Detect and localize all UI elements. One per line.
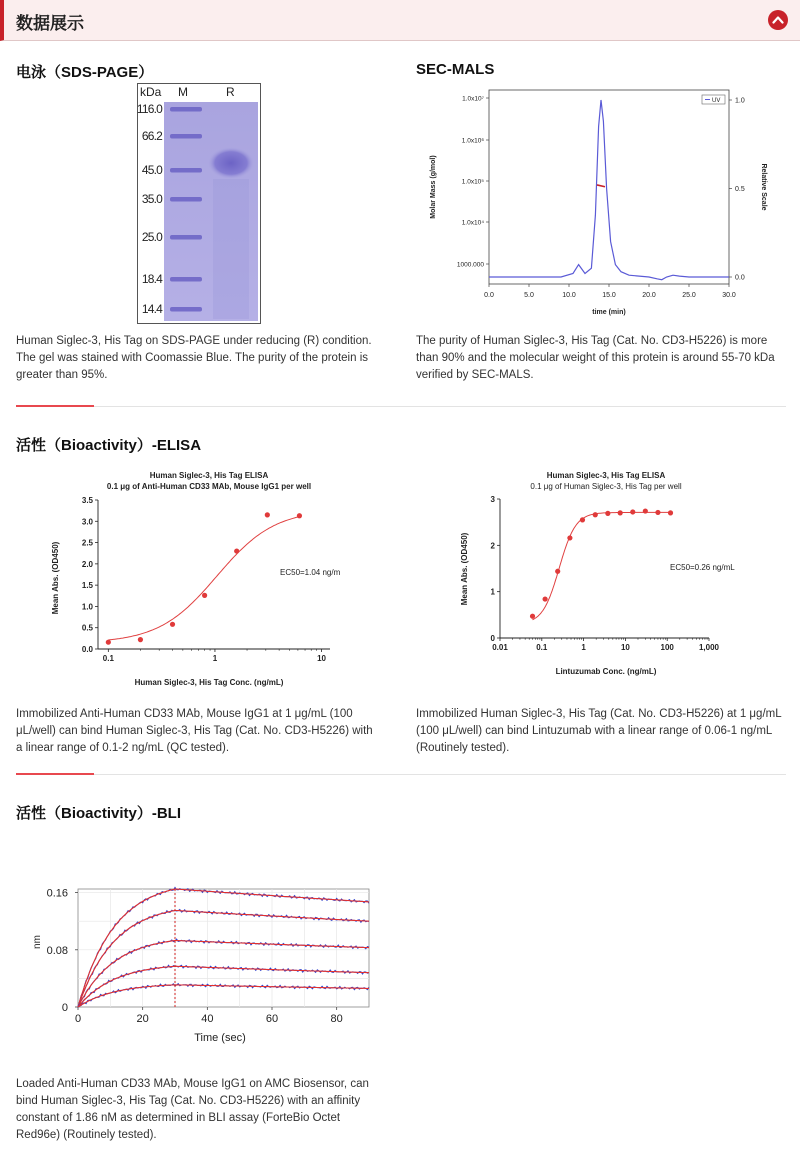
mals-y-tick: 1.0x10⁷ [462,95,484,103]
gel-unit-label: kDa [140,85,162,99]
elisa-data-point [593,512,598,517]
mals-y2-tick: 1.0 [735,97,745,105]
legend-label: UV [712,98,721,104]
elisa-caption-1: Immobilized Anti-Human CD33 MAb, Mouse IgG1 at 1 μg/mL (100 μL/well) can bind Human Siglec-3, His Tag (Cat. No. CD3-H5226) with a linear range of 0.1-2 ng/mL (QC tested). [16,708,373,754]
gel-ladder-band [170,197,202,202]
bli-caption: Loaded Anti-Human CD33 MAb, Mouse IgG1 on AMC Biosensor, can bind Human Siglec-3, His Tag (Cat. No. CD3-H5226) with an affinity constant of 1.86 nM as determined in BLI assay (ForteBio Octet Red96e) (Routinely tested). [16,1078,369,1141]
elisa-chart-2-svg [455,466,755,682]
elisa-data-point [580,517,585,522]
elisa-x-tick: 0.01 [492,643,508,652]
elisa-data-point [567,535,572,540]
bli-x-tick: 40 [201,1013,214,1025]
bli-y-tick: 0.08 [46,944,68,957]
elisa-chart-1 [40,466,340,692]
elisa-data-point [543,596,548,601]
elisa-y-tick: 1.0 [81,602,93,612]
chevron-up-icon [772,15,784,25]
mals-y-tick: 1000.000 [456,261,484,269]
gel-marker-label: 25.0 [141,230,162,244]
mals-title: SEC-MALS [416,61,495,78]
bli-x-tick: 0 [74,1013,82,1025]
elisa-title: 活性（Bioactivity）-ELISA [16,437,202,454]
elisa-data-point [202,593,207,598]
elisa-x-tick: 1 [212,654,218,663]
elisa2-ec50: EC50=0.26 ng/mL [670,563,735,572]
bli-chart [24,878,376,1048]
elisa-data-point [170,622,175,627]
divider [16,774,786,775]
elisa-caption-2: Immobilized Human Siglec-3, His Tag (Cat. No. CD3-H5226) at 1 μg/mL (100 μL/well) can bind Lintuzumab with a linear range of 0.06-1 ng/mL (Routinely tested). [416,708,782,754]
bli-xlabel: Time (sec) [194,1032,246,1044]
mals-x-tick: 5.0 [524,292,534,299]
elisa1-subtitle: 0.1 μg of Anti-Human CD33 MAb, Mouse IgG1 per well [106,482,312,491]
elisa-data-point [555,569,560,574]
elisa-y-tick: 0.0 [81,645,93,654]
elisa-data-point [668,510,673,515]
gel-marker-label: 14.4 [141,302,162,316]
elisa1-title: Human Siglec-3, His Tag ELISA [149,471,269,480]
gel-marker-label: 35.0 [141,192,162,206]
mals-ylabel: Molar Mass (g/mol) [430,155,437,219]
elisa-data-point [618,510,623,515]
gel-ladder-band [170,107,202,112]
bli-y-tick: 0.16 [46,887,68,900]
gel-marker-label: 45.0 [141,163,162,177]
bli-x-tick: 20 [136,1013,149,1025]
gel-ladder-band [170,235,202,240]
elisa-y-tick: 2.0 [81,559,93,569]
sds-caption: Human Siglec-3, His Tag on SDS-PAGE under reducing (R) condition. The gel was stained with Coomassie Blue. The purity of the protein is greater than 95%. [16,335,372,381]
elisa-x-tick: 0.1 [102,654,114,663]
elisa-data-point [530,614,535,619]
gel-lane-r: R [226,85,235,99]
mals-y-tick: 1.0x10⁴ [461,219,484,227]
elisa-y-tick: 3 [490,495,495,504]
mals-y2label: Relative Scale [760,163,767,211]
gel-marker-label: 18.4 [141,272,162,286]
elisa-y-tick: 2 [490,541,495,551]
mals-caption: The purity of Human Siglec-3, His Tag (Cat. No. CD3-H5226) is more than 90% and the molecular weight of this protein is around 55-70 kDa verified by SEC-MALS. [416,335,775,381]
elisa-data-point [655,510,660,515]
elisa-data-point [234,548,239,553]
elisa-data-point [643,508,648,513]
gel-marker-label: 66.2 [141,129,162,143]
gel-ladder-band [170,307,202,312]
bli-y-tick: 0 [61,1002,68,1014]
section-title: 数据展示 [16,14,84,33]
mals-y2-tick: 0.5 [735,186,745,193]
elisa-data-point [297,513,302,518]
elisa-data-point [265,512,270,517]
sds-gel-image [137,83,261,324]
elisa-data-point [106,640,111,645]
gel-ladder-band [170,277,202,282]
elisa-chart-2 [455,466,755,682]
elisa-data-point [605,511,610,516]
mals-y-tick: 1.0x10⁵ [461,178,484,186]
elisa-y-tick: 2.5 [81,538,93,548]
elisa2-fit-curve [533,512,671,619]
mals-x-tick: 30.0 [722,292,736,299]
mals-y-tick: 1.0x10⁶ [461,137,484,145]
mals-y2-tick: 0.0 [735,274,745,282]
gel-ladder-band [170,168,202,173]
collapse-button[interactable] [768,10,788,30]
sds-gel-figure [137,83,261,324]
sds-title: 电泳（SDS-PAGE） [16,64,154,81]
mals-x-tick: 20.0 [642,292,656,299]
elisa2-ylabel: Mean Abs. (OD450) [460,532,469,606]
elisa-y-tick: 3.0 [81,517,93,527]
elisa2-title: Human Siglec-3, His Tag ELISA [546,471,666,480]
mals-x-tick: 0.0 [484,292,494,299]
elisa-x-tick: 10 [620,643,630,652]
mals-x-tick: 10.0 [562,292,576,299]
elisa-chart-1-svg [40,466,340,692]
elisa-x-tick: 10 [317,654,327,663]
elisa-y-tick: 1 [490,587,495,597]
elisa1-xlabel: Human Siglec-3, His Tag Conc. (ng/mL) [134,678,284,687]
section-header [0,0,800,41]
bli-chart-svg [24,878,376,1048]
mals-x-tick: 25.0 [682,292,696,299]
bli-ylabel: nm [32,935,43,949]
mals-xlabel: time (min) [592,309,626,316]
elisa-x-tick: 1,000 [698,643,720,652]
bli-x-tick: 60 [265,1013,279,1025]
elisa-x-tick: 0.1 [536,643,548,652]
mals-chart [426,84,776,320]
gel-marker-label: 116.0 [137,102,162,116]
elisa-data-point [630,509,635,514]
elisa-y-tick: 0.5 [81,623,93,633]
elisa-x-tick: 100 [660,643,674,652]
elisa1-fit-curve [108,517,299,640]
elisa1-ec50: EC50=1.04 ng/mL [280,568,340,577]
bli-title: 活性（Bioactivity）-BLI [16,805,182,822]
elisa-x-tick: 1 [581,643,586,652]
gel-ladder-band [170,134,202,139]
sample-band [208,147,254,179]
bli-x-tick: 80 [330,1013,343,1025]
elisa2-subtitle: 0.1 μg of Human Siglec-3, His Tag per well [530,482,682,491]
mals-chart-svg [426,84,776,320]
elisa2-xlabel: Lintuzumab Conc. (ng/mL) [555,667,657,676]
elisa-y-tick: 1.5 [81,581,93,591]
mals-x-tick: 15.0 [602,292,616,299]
elisa-data-point [138,637,143,642]
divider [16,406,786,407]
elisa-y-tick: 0 [490,634,495,643]
gel-lane-m: M [178,85,188,99]
elisa-y-tick: 3.5 [81,496,93,505]
elisa1-ylabel: Mean Abs. (OD450) [51,541,60,615]
